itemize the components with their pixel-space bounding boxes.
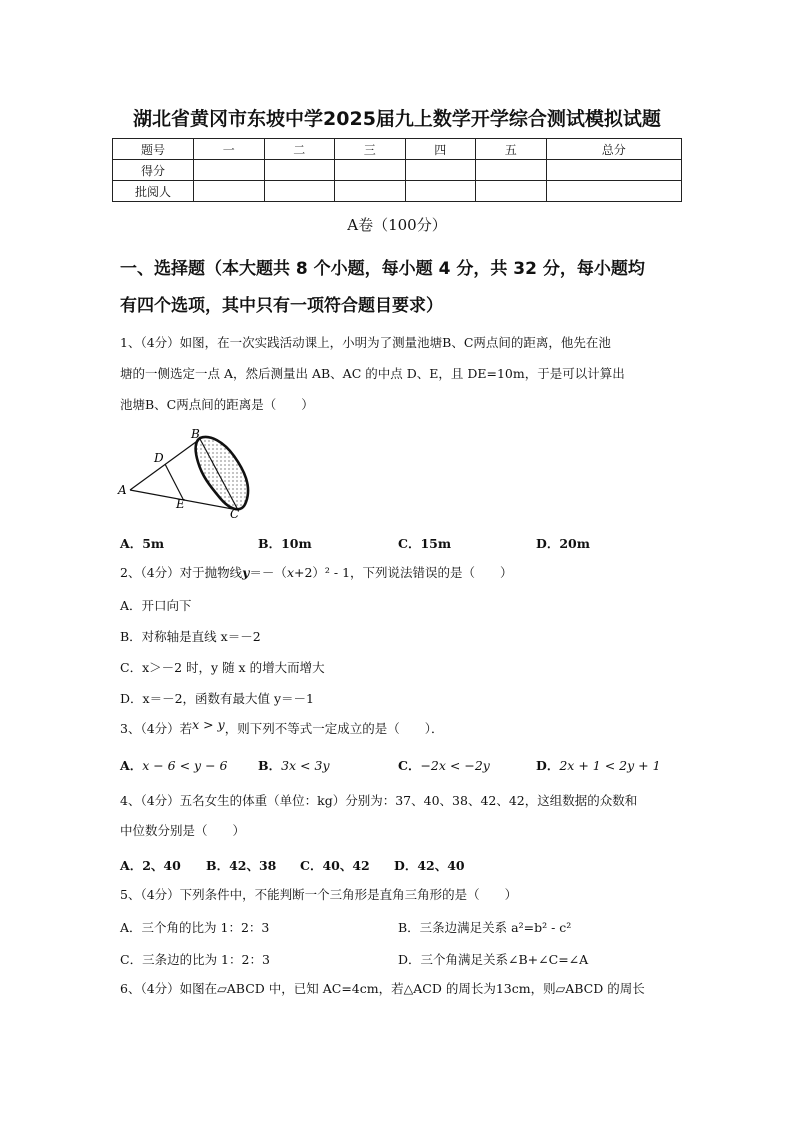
q3-stem-math: x > y — [192, 717, 225, 732]
option-label: C． — [398, 758, 421, 773]
table-cell[interactable] — [546, 181, 682, 202]
table-cell: 总分 — [546, 139, 682, 160]
q1-line3: 池塘B、C两点间的距离是（ ） — [120, 397, 314, 412]
score-table-row — [113, 181, 682, 202]
table-cell[interactable] — [335, 160, 406, 181]
table-cell[interactable] — [476, 160, 547, 181]
table-cell: 三 — [335, 139, 406, 160]
q3-stem-b: ，则下列不等式一定成立的是（ ）． — [224, 721, 444, 736]
q2-option-c: C．x＞－2 时，y 随 x 的增大而增大 — [120, 660, 325, 675]
table-cell: 题号 — [113, 139, 194, 160]
table-cell: 一 — [194, 139, 265, 160]
q5-option-c: C．三条边的比为 1：2：3 — [120, 952, 270, 967]
section-heading-line2: 有四个选项，其中只有一项符合题目要求） — [120, 296, 443, 316]
roll-label: A卷（100分） — [347, 216, 447, 234]
label-b: B — [191, 427, 200, 441]
score-table-row — [113, 160, 682, 181]
q4-option-d: D．42、40 — [394, 858, 465, 873]
q3-option-a — [120, 756, 227, 774]
pond-shape — [196, 437, 248, 509]
page-title: 湖北省黄冈市东坡中学2025届九上数学开学综合测试模拟试题 — [133, 108, 661, 130]
q1-option-c: C．15m — [398, 536, 452, 551]
q2-stem-b: ＝－（ — [249, 565, 287, 580]
q3-option-d — [536, 756, 661, 774]
q2-option-b: B．对称轴是直线 x＝－2 — [120, 629, 261, 644]
option-math: 2x + 1 < 2y + 1 — [559, 758, 661, 773]
q6-line1: 6、（4分）如图在▱ABCD 中，已知 AC=4cm，若△ACD 的周长为13cm，则▱ABCD 的周长 — [120, 981, 645, 996]
label-e: E — [176, 497, 185, 511]
pond-figure — [112, 424, 262, 524]
q2-stem-a: 2、（4分）对于抛物线 — [120, 565, 243, 580]
table-cell[interactable] — [405, 181, 476, 202]
table-cell: 五 — [476, 139, 547, 160]
label-c: C — [230, 507, 240, 521]
q4-option-a: A．2、40 — [120, 858, 181, 873]
table-cell[interactable] — [194, 160, 265, 181]
table-cell: 二 — [264, 139, 335, 160]
q2-stem — [120, 560, 513, 586]
option-math: −2x < −2y — [420, 758, 490, 773]
label-d: D — [154, 451, 164, 465]
table-cell[interactable] — [264, 160, 335, 181]
option-label: A． — [120, 758, 143, 773]
q2-option-d: D．x＝－2，函数有最大值 y＝－1 — [120, 691, 315, 706]
q3-option-c — [398, 756, 490, 774]
option-math: x − 6 < y − 6 — [142, 758, 228, 773]
table-cell: 四 — [405, 139, 476, 160]
q4-line1: 4、（4分）五名女生的体重（单位：kg）分别为：37、40、38、42、42，这组数据的众数和 — [120, 793, 638, 808]
q1-option-d: D．20m — [536, 536, 590, 551]
option-math: 3x < 3y — [281, 758, 330, 773]
q4-option-c: C．40、42 — [300, 858, 370, 873]
q4-option-b: B．42、38 — [206, 858, 277, 873]
q2-stem-y: y — [242, 565, 250, 580]
option-label: B． — [258, 758, 282, 773]
table-cell: 批阅人 — [113, 181, 194, 202]
table-cell[interactable] — [264, 181, 335, 202]
table-cell: 得分 — [113, 160, 194, 181]
q5-stem: 5、（4分）下列条件中，不能判断一个三角形是直角三角形的是（ ） — [120, 887, 518, 902]
table-cell[interactable] — [194, 181, 265, 202]
table-cell[interactable] — [546, 160, 682, 181]
q4-line2: 中位数分别是（ ） — [120, 823, 246, 838]
score-table — [112, 138, 682, 202]
q1-line1: 1、（4分）如图，在一次实践活动课上，小明为了测量池塘B、C两点间的距离，他先在池 — [120, 335, 611, 350]
table-cell[interactable] — [405, 160, 476, 181]
q1-option-b: B．10m — [258, 536, 312, 551]
score-table-header-row — [113, 139, 682, 160]
option-label: D． — [536, 758, 560, 773]
q3-stem-a: 3、（4分）若 — [120, 721, 193, 736]
line-de — [165, 464, 183, 499]
table-cell[interactable] — [476, 181, 547, 202]
q2-option-a: A．开口向下 — [120, 598, 192, 613]
q5-option-b: B．三条边满足关系 a²=b² - c² — [398, 920, 572, 935]
q5-option-d: D．三个角满足关系∠B+∠C=∠A — [398, 952, 589, 967]
q3-stem — [120, 716, 443, 742]
q2-stem-x: x — [286, 565, 294, 580]
label-a: A — [118, 483, 127, 497]
q1-line2: 塘的一侧选定一点 A，然后测量出 AB、AC 的中点 D、E，且 DE=10m，于是可以计算出 — [120, 366, 625, 381]
section-heading-line1: 一、选择题（本大题共 8 个小题，每小题 4 分，共 32 分，每小题均 — [120, 259, 645, 279]
q2-stem-c: +2）² - 1，下列说法错误的是（ ） — [294, 565, 513, 580]
table-cell[interactable] — [335, 181, 406, 202]
q1-option-a: A．5m — [120, 536, 165, 551]
q5-option-a: A．三个角的比为 1：2：3 — [120, 920, 270, 935]
q3-option-b — [258, 756, 330, 774]
